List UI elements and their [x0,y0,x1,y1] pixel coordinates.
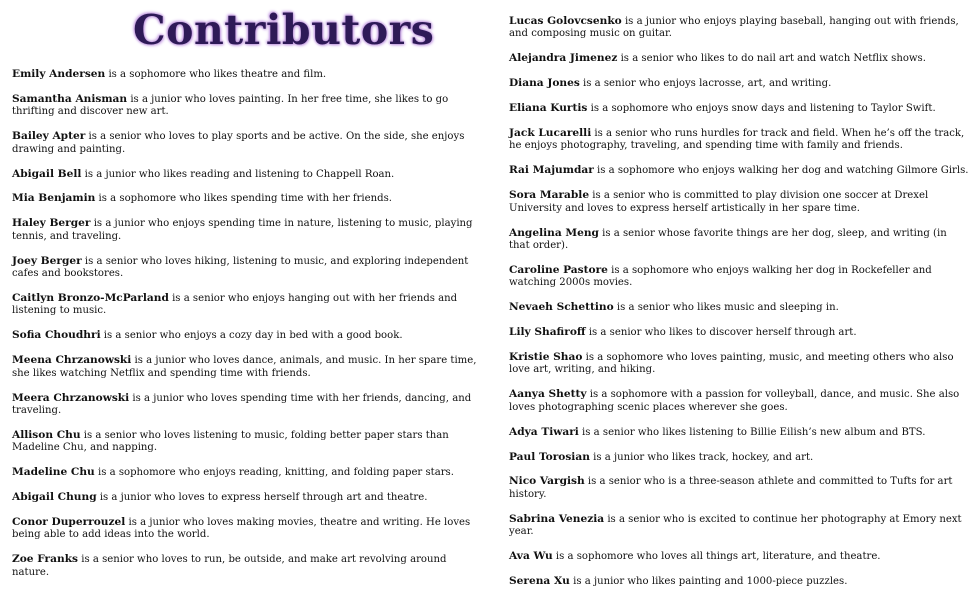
contributor-description: is a junior who likes reading and listening to Chappell Roan. [81,168,395,180]
contributor-name: Meena Chrzanowski [12,354,132,367]
contributor-name: Abigail Bell [12,167,82,180]
contributor-description: is a senior who enjoys hanging out with her friends and listening to music. [12,292,458,317]
contributor-entry [12,93,482,119]
contributor-name: Caroline Pastore [509,263,608,276]
contributor-entry [509,326,969,339]
contributor-entry [12,466,482,479]
contributor-entry [12,168,482,181]
contributor-name: Samantha Anisman [12,92,128,105]
contributor-description: is a senior who loves to run, be outside, and make art revolving around nature. [12,554,447,578]
contributor-entry [509,301,969,314]
contributor-description: is a sophomore who enjoys reading, knitting, and folding paper stars. [94,467,454,479]
contributor-description: is a sophomore with a passion for volleyball, dance, and music. She also loves photographing scenic places wherever she goes. [509,389,960,413]
contributor-name: Sofia Choudhri [12,329,101,342]
contributor-name: Haley Berger [12,217,91,230]
contributor-name: Nico Vargish [509,475,585,488]
contributor-entry [12,354,482,380]
contributor-entry [509,475,969,501]
contributor-entry [12,553,482,579]
contributor-entry [509,575,969,588]
contributor-name: Joey Berger [12,254,82,267]
contributor-name: Meera Chrzanowski [12,391,130,404]
contributor-description: is a senior who is a three-season athlete and committed to Tufts for art history. [509,476,953,500]
contributor-description: is a junior who loves spending time with her friends, dancing, and traveling. [12,392,472,416]
contributor-description: is a junior who likes painting and 1000-piece puzzles. [569,575,848,587]
contributors-left-column [12,68,482,591]
contributor-name: Rai Majumdar [509,164,594,177]
contributor-name: Sora Marable [509,189,590,202]
contributor-description: is a senior who enjoys a cozy day in bed with a good book. [100,330,403,342]
contributor-name: Bailey Apter [12,130,86,143]
contributor-description: is a junior who enjoys playing baseball, hanging out with friends, and composing music on guitar. [509,16,959,40]
contributor-entry [509,189,969,215]
contributor-name: Lily Shafiroff [509,326,586,339]
contributor-entry [509,77,969,90]
contributor-entry [509,388,969,414]
contributor-description: is a senior who loves listening to music, folding better paper stars than Madeline Chu, and napping. [12,429,449,454]
contributor-entry [12,516,482,542]
contributor-name: Zoe Franks [12,553,79,566]
contributors-right-column [509,15,969,600]
contributor-name: Caitlyn Bronzo-McParland [12,291,169,304]
contributor-description: is a junior who loves to express herself through art and theatre. [96,492,428,504]
contributor-name: Emily Andersen [12,68,106,80]
contributor-entry [12,255,482,281]
contributor-entry [12,217,482,243]
contributor-name: Jack Lucarelli [509,127,592,140]
contributor-description: is a junior who loves painting. In her free time, she likes to go thrifting and discover new art. [12,93,449,118]
contributor-entry [12,329,482,342]
contributor-name: Aanya Shetty [509,388,587,401]
contributor-name: Ava Wu [509,550,553,563]
contributor-description: is a senior who loves to play sports and be active. On the side, she enjoys drawing and painting. [12,131,465,155]
contributor-description: is a sophomore who likes theatre and film. [105,69,327,80]
contributor-entry [509,351,969,377]
contributor-description: is a junior who enjoys spending time in nature, listening to music, playing tennis, and traveling. [12,218,473,242]
contributor-entry [12,130,482,156]
contributor-description: is a senior who likes music and sleeping in. [613,302,839,314]
contributor-entry [12,429,482,455]
contributor-entry [509,426,969,439]
contributor-entry [12,68,482,81]
contributor-entry [509,52,969,65]
contributor-description: is a senior who is committed to play division one soccer at Drexel University and loves to express herself artistically in her spare time. [509,190,929,214]
contributor-description: is a sophomore who likes spending time with her friends. [95,193,392,205]
contributor-description: is a senior who likes listening to Billie Eilish’s new album and BTS. [578,426,926,438]
contributor-name: Paul Torosian [509,450,590,463]
contributor-name: Mia Benjamin [12,192,96,205]
contributor-entry [12,491,482,504]
contributor-description: is a sophomore who enjoys snow days and listening to Taylor Swift. [587,103,936,115]
contributor-description: is a junior who loves making movies, theatre and writing. He loves being able to add ideas into the world. [12,516,471,541]
contributor-name: Lucas Golovcsenko [509,15,622,27]
contributor-name: Alejandra Jimenez [509,52,618,65]
contributor-description: is a senior who likes to do nail art and watch Netflix shows. [617,53,926,65]
contributor-name: Adya Tiwari [509,425,579,438]
contributor-name: Eliana Kurtis [509,102,588,115]
contributor-name: Angelina Meng [509,226,599,239]
contributor-description: is a sophomore who enjoys walking her dog in Rockefeller and watching 2000s movies. [509,264,932,289]
contributor-description: is a senior whose favorite things are her dog, sleep, and writing (in that order). [509,227,947,251]
contributor-entry [12,392,482,418]
page-title: Contributors [133,6,435,54]
contributor-description: is a senior who is excited to continue her photography at Emory next year. [509,513,962,538]
contributor-description: is a senior who likes to discover herself through art. [585,327,857,339]
contributor-description: is a junior who likes track, hockey, and art. [589,451,814,463]
contributor-description: is a senior who runs hurdles for track and field. When he’s off the track, he enjoys photography, traveling, and spending time with family and friends. [509,128,965,152]
contributor-description: is a sophomore who enjoys walking her dog and watching Gilmore Girls. [593,165,969,177]
contributor-entry [509,550,969,563]
contributor-description: is a senior who enjoys lacrosse, art, and writing. [579,78,832,90]
contributor-name: Sabrina Venezia [509,512,605,525]
contributor-entry [509,15,969,41]
contributor-entry [12,192,482,205]
contributor-entry [509,102,969,115]
contributor-description: is a sophomore who loves painting, music, and meeting others who also love art, writing, and hiking. [509,352,954,376]
contributor-description: is a sophomore who loves all things art, literature, and theatre. [552,551,881,563]
contributor-entry [509,451,969,464]
contributor-name: Abigail Chung [12,491,97,504]
contributor-name: Madeline Chu [12,466,95,479]
contributor-description: is a junior who loves dance, animals, and music. In her spare time, she likes watching Netflix and spending time with friends. [12,355,477,379]
contributor-name: Kristie Shao [509,351,583,363]
contributor-entry [509,227,969,253]
contributor-entry [509,127,969,153]
contributor-name: Allison Chu [12,428,81,441]
contributor-name: Nevaeh Schettino [509,301,614,314]
contributor-name: Serena Xu [509,574,570,587]
contributor-name: Diana Jones [509,77,580,90]
contributor-entry [12,292,482,318]
contributor-description: is a senior who loves hiking, listening to music, and exploring independent cafes and bookstores. [12,255,469,280]
contributor-name: Conor Duperrouzel [12,515,126,528]
contributor-entry [509,164,969,177]
contributor-entry [509,264,969,290]
contributor-entry [509,513,969,539]
